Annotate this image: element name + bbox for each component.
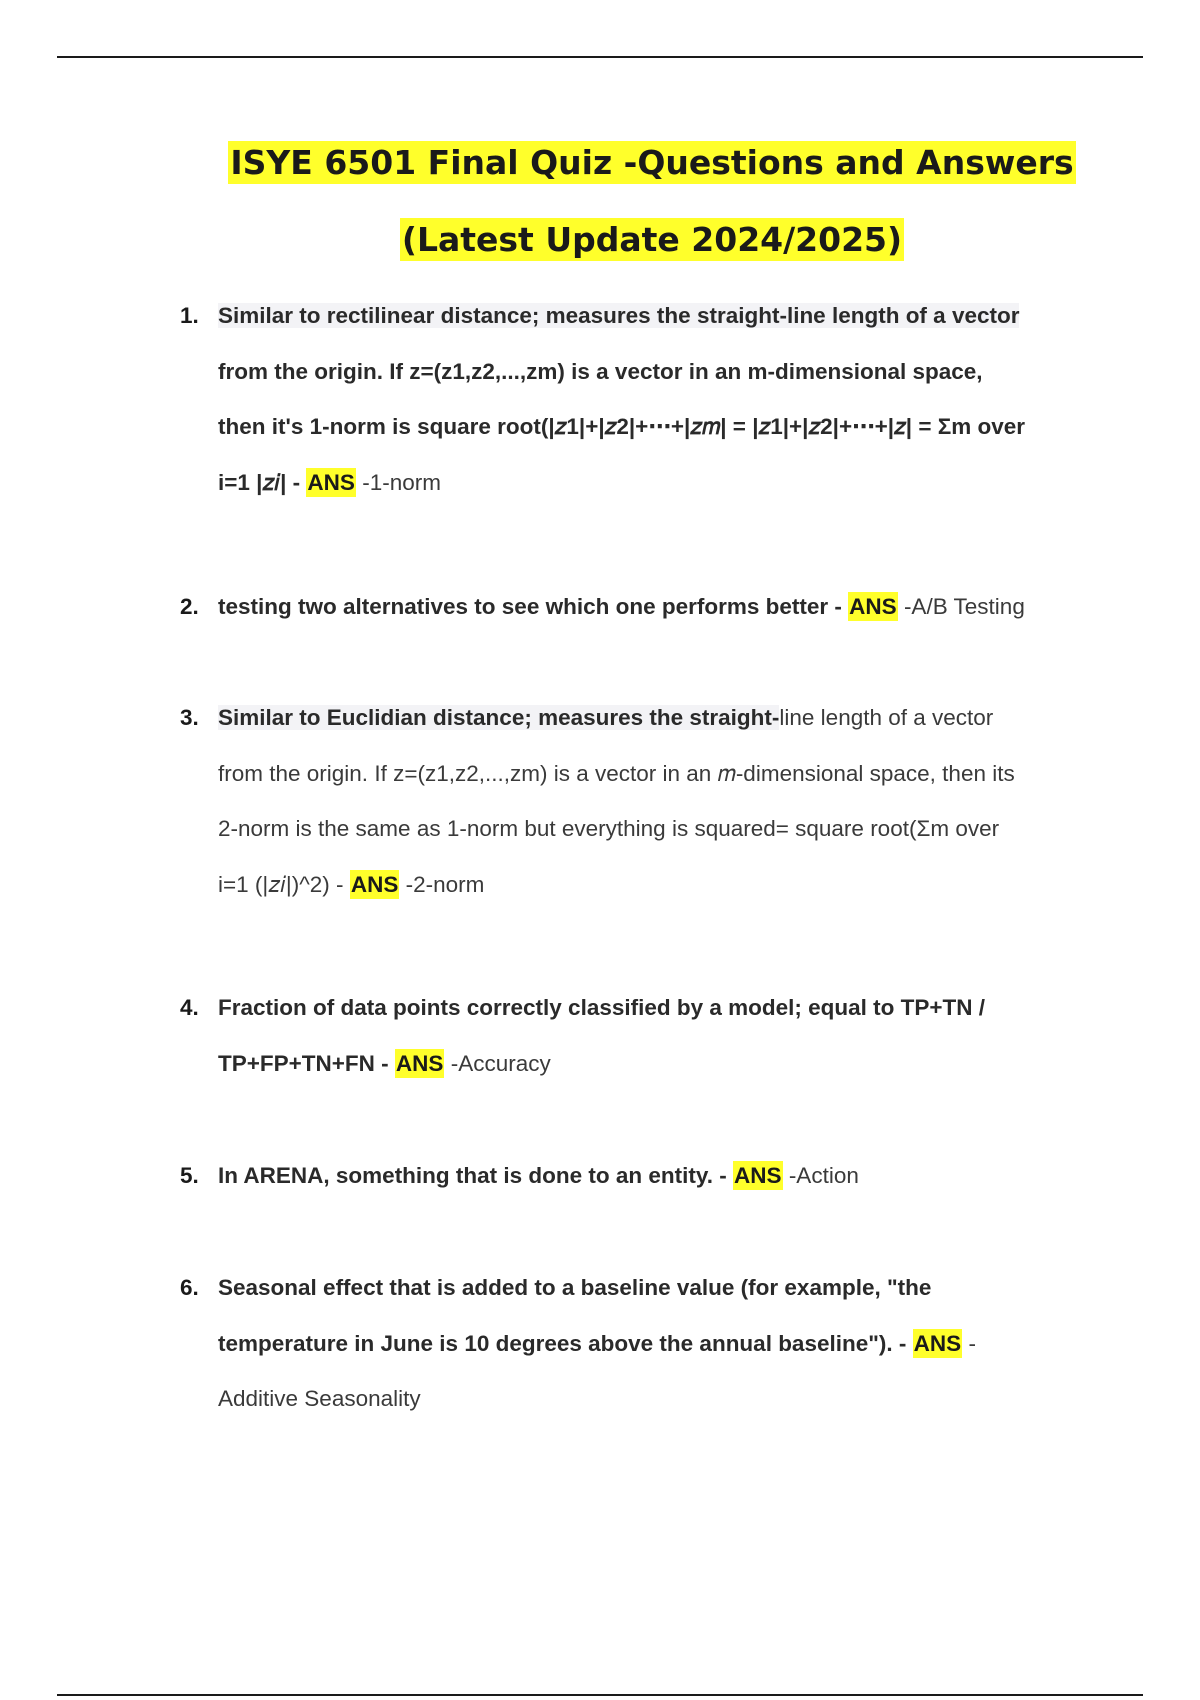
answer-text: -A/B Testing: [903, 594, 1025, 619]
question-5: [172, 1148, 1092, 1204]
top-rule: [57, 56, 1143, 58]
title-highlight-2: (Latest Update 2024/2025): [401, 220, 903, 259]
question-3: [172, 690, 1092, 912]
question-number: 4.: [180, 995, 199, 1020]
question-text: 2-norm is the same as 1-norm but everything is squared= square root(Σm over: [218, 816, 1000, 841]
question-number: 2.: [180, 594, 199, 619]
question-number: 5.: [180, 1163, 199, 1188]
answer-text: -2-norm: [405, 871, 485, 897]
document-title-line-2: [52, 220, 1200, 259]
question-text: then it's 1-norm is square root(|𝑧1|+|𝑧2|+⋯+|𝑧𝑚| = |𝑧1|+|𝑧2|+⋯+|𝑧| = Σm over: [218, 414, 1026, 439]
bottom-rule: [57, 1694, 1143, 1696]
question-text: Seasonal effect that is added to a baseline value (for example, "the: [218, 1275, 932, 1300]
ans-highlight: ANS: [350, 871, 399, 897]
question-text: TP+FP+TN+FN -: [218, 1050, 389, 1076]
question-number: 1.: [180, 303, 199, 328]
question-text: line length of a vector: [779, 705, 994, 730]
question-text: Similar to rectilinear distance; measures the straight-line length of a vector: [218, 303, 1020, 328]
title-highlight-1: ISYE 6501 Final Quiz -Questions and Answers: [230, 143, 1074, 182]
question-text: i=1 |𝑧𝑖| -: [218, 469, 301, 495]
ans-highlight: ANS: [913, 1330, 962, 1356]
question-number: 3.: [180, 705, 199, 730]
question-text: Fraction of data points correctly classified by a model; equal to TP+TN /: [218, 995, 986, 1020]
question-text-bold: Similar to Euclidian distance; measures the straight-: [218, 705, 780, 730]
question-text: testing two alternatives to see which one performs better -: [218, 594, 842, 619]
question-text: In ARENA, something that is done to an entity. -: [218, 1163, 727, 1188]
ans-highlight: ANS: [849, 594, 897, 619]
question-2: [172, 579, 1092, 635]
question-1: [172, 288, 1092, 510]
question-text: from the origin. If z=(z1,z2,...,zm) is a vector in an 𝑚-dimensional space, then its: [218, 760, 1015, 786]
question-6: [172, 1260, 1092, 1427]
answer-text: -Accuracy: [450, 1050, 551, 1076]
answer-text: -: [968, 1330, 976, 1356]
ans-highlight: ANS: [307, 469, 355, 495]
answer-text: -Action: [788, 1163, 859, 1188]
question-4: [172, 980, 1092, 1091]
question-text: from the origin. If z=(z1,z2,...,zm) is a vector in an m-dimensional space,: [218, 358, 983, 384]
ans-highlight: ANS: [734, 1163, 782, 1188]
answer-text: -1-norm: [362, 469, 441, 495]
question-text: temperature in June is 10 degrees above the annual baseline"). -: [218, 1330, 907, 1356]
question-number: 6.: [180, 1275, 199, 1300]
question-text: i=1 (|𝑧𝑖|)^2) -: [218, 871, 344, 897]
answer-text-continued: Additive Seasonality: [218, 1386, 421, 1411]
ans-highlight: ANS: [395, 1050, 444, 1076]
document-title-line-1: [52, 143, 1200, 182]
